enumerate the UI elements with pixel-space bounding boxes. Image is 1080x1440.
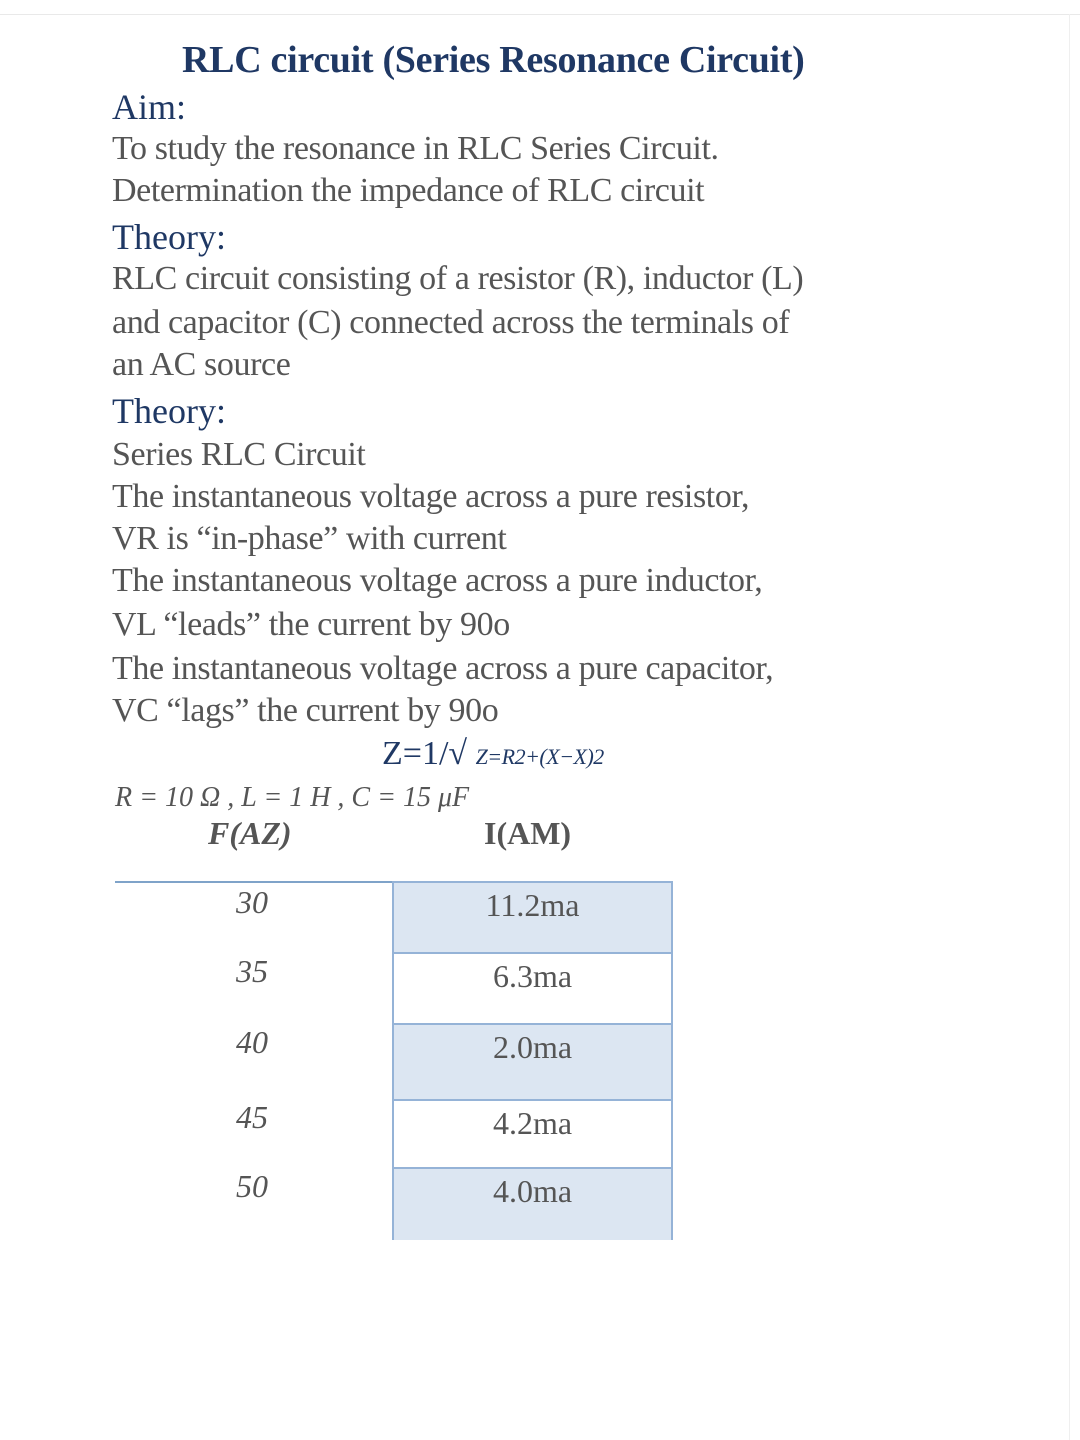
theory-line: and capacitor (C) connected across the terminals of bbox=[112, 304, 790, 341]
top-border bbox=[0, 0, 1080, 15]
formula-radicand: Z=R2+(X−X)2 bbox=[475, 744, 604, 769]
current-column-header: I(AM) bbox=[484, 815, 572, 851]
frequency-cell: 50 bbox=[236, 1168, 268, 1204]
theory-line: The instantaneous voltage across a pure resistor, bbox=[112, 478, 750, 515]
current-cell bbox=[394, 1023, 671, 1099]
theory-line: RLC circuit consisting of a resistor (R), inductor (L) bbox=[112, 260, 804, 297]
circuit-parameters: R = 10 Ω , L = 1 H , C = 15 μF bbox=[115, 782, 470, 813]
current-cell bbox=[394, 1167, 671, 1240]
aim-line: To study the resonance in RLC Series Circuit. bbox=[112, 130, 719, 167]
current-value: 2.0ma bbox=[492, 1029, 573, 1065]
theory-line: an AC source bbox=[112, 346, 291, 383]
aim-heading: Aim: bbox=[112, 87, 187, 127]
frequency-cell: 35 bbox=[236, 953, 268, 989]
impedance-formula bbox=[382, 735, 604, 773]
page-title: RLC circuit (Series Resonance Circuit) bbox=[182, 39, 805, 81]
current-value: 4.0ma bbox=[492, 1173, 573, 1209]
theory-heading: Theory: bbox=[112, 217, 226, 257]
frequency-column-header: F(AZ) bbox=[208, 815, 292, 851]
frequency-cell: 45 bbox=[236, 1099, 268, 1135]
page-edge bbox=[1069, 14, 1070, 1440]
frequency-cell: 30 bbox=[236, 884, 268, 920]
theory-heading: Theory: bbox=[112, 391, 226, 431]
current-cell bbox=[394, 952, 671, 1023]
formula-main: Z=1/√ bbox=[382, 735, 468, 772]
theory-line: The instantaneous voltage across a pure inductor, bbox=[112, 562, 763, 599]
theory-line: VL “leads” the current by 90o bbox=[112, 606, 510, 643]
current-value: 11.2ma bbox=[485, 887, 580, 923]
current-cell bbox=[394, 883, 671, 952]
theory-line: Series RLC Circuit bbox=[112, 436, 366, 473]
aim-line: Determination the impedance of RLC circuit bbox=[112, 172, 705, 209]
theory-line: The instantaneous voltage across a pure capacitor, bbox=[112, 650, 774, 687]
table-top-rule bbox=[115, 881, 393, 883]
theory-line: VR is “in-phase” with current bbox=[112, 520, 507, 557]
frequency-cell: 40 bbox=[236, 1024, 268, 1060]
current-value: 6.3ma bbox=[492, 958, 573, 994]
current-cell bbox=[394, 1099, 671, 1167]
current-value: 4.2ma bbox=[492, 1105, 573, 1141]
theory-line: VC “lags” the current by 90o bbox=[112, 692, 499, 729]
current-table bbox=[392, 881, 673, 1240]
